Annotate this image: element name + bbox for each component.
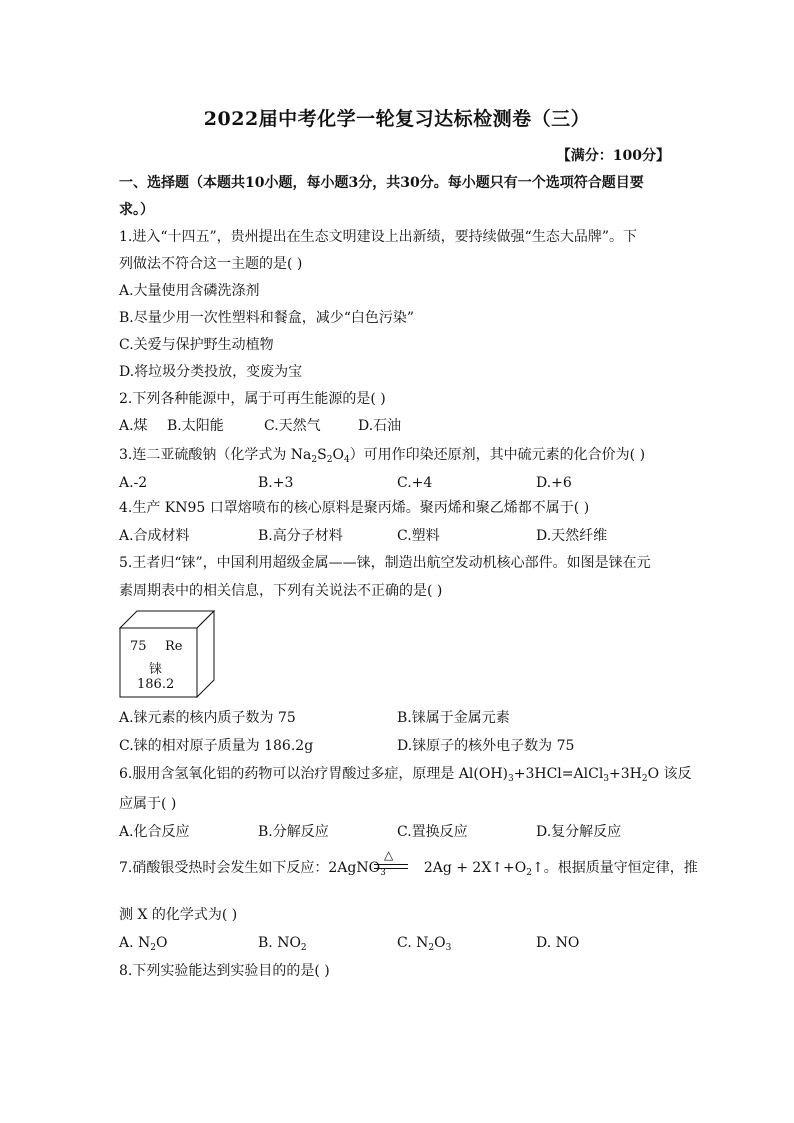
q5-stem-line2: 素周期表中的相关信息，下列有关说法不正确的是( ) bbox=[119, 583, 443, 599]
q6-option-b: B.分解反应 bbox=[258, 824, 329, 840]
q7-option-a bbox=[119, 933, 167, 953]
q7-post: ↑。根据质量守恒定律，推 bbox=[531, 860, 698, 876]
score-label: 【满分：100分】 bbox=[556, 148, 670, 164]
q3-option-b: B.+3 bbox=[258, 475, 294, 491]
q6-stem-line1 bbox=[119, 764, 692, 784]
q7-mid: 2Ag + 2X↑+O bbox=[423, 860, 527, 876]
q3-stem-pre: 3.连二亚硫酸钠（化学式为 Na bbox=[119, 447, 312, 463]
q7-stem-line1 bbox=[119, 858, 698, 878]
q6-option-d: D.复分解反应 bbox=[536, 824, 622, 840]
q2-option-b: B.太阳能 bbox=[167, 418, 224, 434]
q5-option-c: C.铼的相对原子质量为 186.2g bbox=[119, 738, 314, 754]
q6-sub1: 3 bbox=[508, 774, 514, 784]
q7-heat-condition: △ bbox=[384, 848, 394, 862]
q5-option-d: D.铼原子的核外电子数为 75 bbox=[397, 738, 575, 754]
q7-sub2: 2 bbox=[526, 868, 532, 878]
q2-option-d: D.石油 bbox=[358, 418, 402, 434]
cell-symbol: Re bbox=[165, 639, 183, 654]
q1-stem-line2: 列做法不符合这一主题的是( ) bbox=[119, 256, 303, 272]
q3-sub3: 4 bbox=[343, 455, 350, 465]
q6-sub2: 3 bbox=[603, 774, 610, 784]
q6-mid1: +3HCl=AlCl bbox=[513, 766, 604, 782]
section-heading-line2: 求。） bbox=[119, 202, 154, 218]
q4-stem: 4.生产 KN95 口罩熔喷布的核心原料是聚丙烯。聚丙烯和聚乙烯都不属于( ) bbox=[119, 500, 590, 516]
q3-mid2: O bbox=[332, 447, 344, 463]
q6-stem-line2: 应属于( ) bbox=[119, 796, 177, 812]
q7-b-sub: 2 bbox=[300, 943, 307, 953]
q7-c-sub1: 2 bbox=[428, 943, 435, 953]
q3-sub1: 2 bbox=[311, 455, 318, 465]
q5-option-b: B.铼属于金属元素 bbox=[397, 710, 510, 726]
q3-option-d: D.+6 bbox=[536, 475, 572, 491]
q2-option-a: A.煤 bbox=[119, 418, 148, 434]
cell-atomic-number: 75 bbox=[130, 639, 147, 654]
q1-option-c: C.关爱与保护野生动植物 bbox=[119, 337, 274, 353]
cell-atomic-mass: 186.2 bbox=[137, 677, 175, 692]
q6-option-a: A.化合反应 bbox=[119, 824, 190, 840]
q4-option-b: B.高分子材料 bbox=[258, 528, 343, 544]
q7-pre: 7.硝酸银受热时会发生如下反应：2AgNO bbox=[119, 860, 381, 876]
q7-a-post: O bbox=[156, 935, 168, 951]
q1-option-d: D.将垃圾分类投放，变废为宝 bbox=[119, 364, 303, 380]
q6-option-c: C.置换反应 bbox=[397, 824, 468, 840]
q4-option-c: C.塑料 bbox=[397, 528, 440, 544]
q7-option-b bbox=[258, 933, 307, 953]
q7-stem-line2: 测 X 的化学式为( ) bbox=[119, 907, 238, 923]
page-title: 2022届中考化学一轮复习达标检测卷（三） bbox=[203, 108, 591, 130]
q7-a-pre: A. N bbox=[119, 935, 151, 951]
q3-mid1: S bbox=[317, 447, 327, 463]
q1-option-a: A.大量使用含磷洗涤剂 bbox=[119, 283, 260, 299]
q4-option-d: D.天然纤维 bbox=[536, 528, 608, 544]
q3-option-a: A.-2 bbox=[119, 475, 148, 491]
q8-stem: 8.下列实验能达到实验目的的是( ) bbox=[119, 963, 330, 979]
q3-sub2: 2 bbox=[326, 455, 333, 465]
q7-a-sub: 2 bbox=[150, 943, 156, 953]
q3-option-c: C.+4 bbox=[397, 475, 433, 491]
q7-c-mid: O bbox=[434, 935, 446, 951]
q3-stem-post: ）可用作印染还原剂，其中硫元素的化合价为( ) bbox=[349, 447, 646, 463]
section-heading-line1: 一、选择题（本题共10小题，每小题3分，共30分。每小题只有一个选项符合题目要 bbox=[119, 175, 644, 191]
q6-pre: 6.服用含氢氧化铝的药物可以治疗胃酸过多症，原理是 Al(OH) bbox=[119, 766, 509, 782]
q7-c-sub2: 3 bbox=[445, 943, 452, 953]
q2-option-c: C.天然气 bbox=[264, 418, 321, 434]
q1-option-b: B.尽量少用一次性塑料和餐盒，减少“白色污染” bbox=[119, 310, 415, 326]
q7-sub1: 3 bbox=[380, 868, 386, 878]
q6-sub3: 2 bbox=[641, 774, 648, 784]
q3-stem bbox=[119, 445, 645, 465]
q4-option-a: A.合成材料 bbox=[119, 528, 190, 544]
q7-option-d: D. NO bbox=[536, 935, 580, 951]
q7-c-pre: C. N bbox=[397, 935, 429, 951]
q5-stem-line1: 5.王者归“铼”，中国利用超级金属——铼，制造出航空发动机核心部件。如图是铼在元 bbox=[119, 555, 651, 571]
cell-element-name: 铼 bbox=[149, 662, 163, 677]
q6-mid2: +3H bbox=[609, 766, 642, 782]
q1-stem-line1: 1.进入“十四五”，贵州提出在生态文明建设上出新绩，要持续做强“生态大品牌”。下 bbox=[119, 229, 637, 245]
q7-option-c bbox=[397, 933, 451, 953]
q2-stem: 2.下列各种能源中，属于可再生能源的是( ) bbox=[119, 391, 386, 407]
q5-option-a: A.铼元素的核内质子数为 75 bbox=[119, 710, 296, 726]
q6-post: O 该反 bbox=[647, 766, 692, 782]
q7-b-pre: B. NO bbox=[258, 935, 301, 951]
